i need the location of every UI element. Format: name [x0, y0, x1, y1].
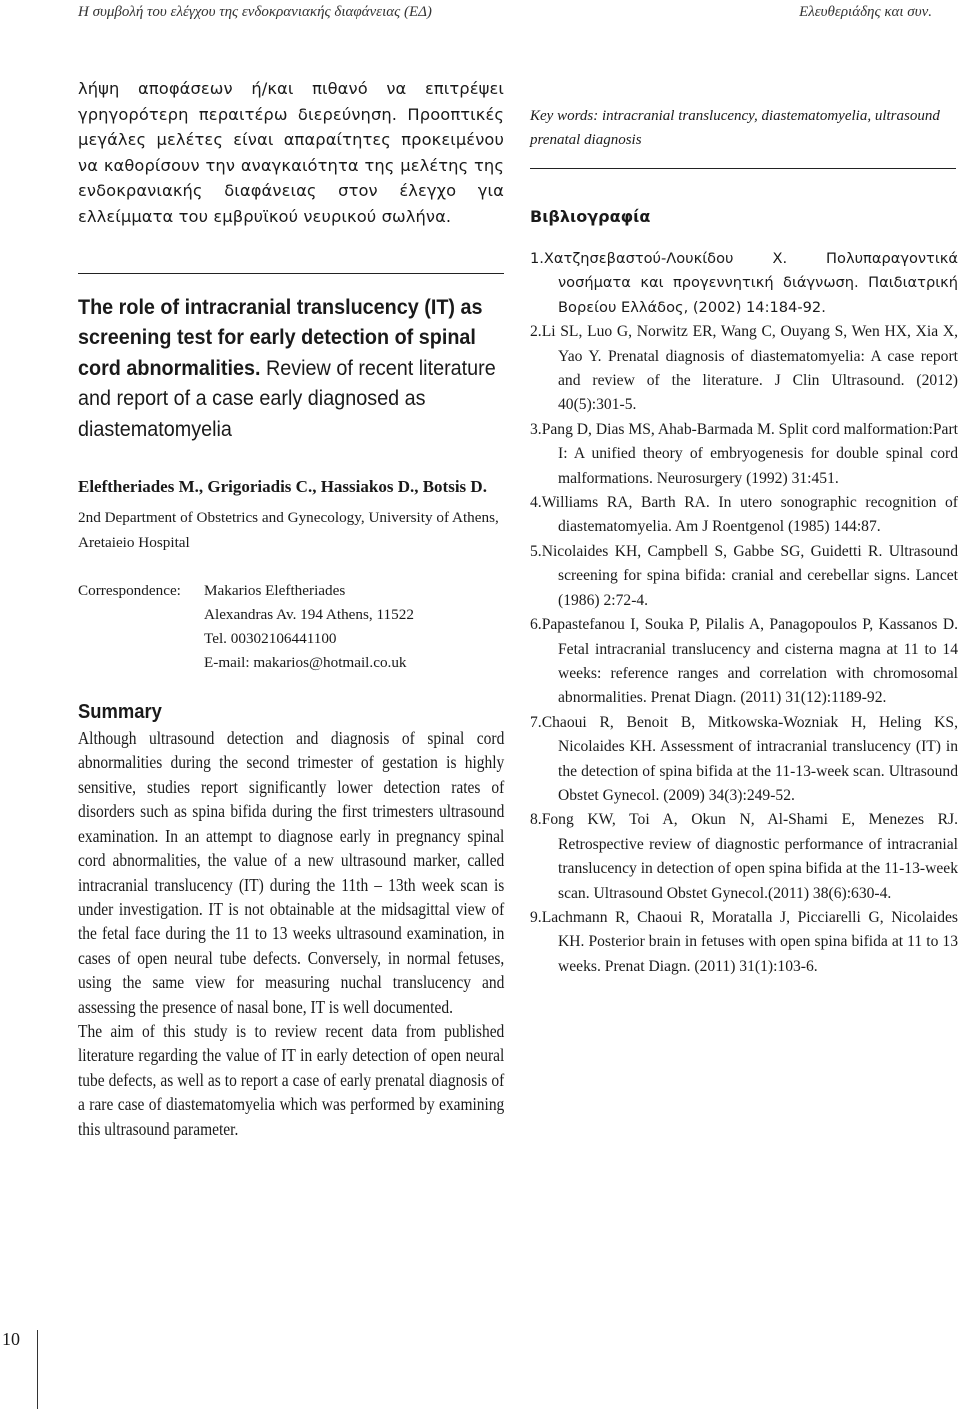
running-header-authors: Ελευθεριάδης και συν.	[799, 4, 932, 20]
correspondence-block	[78, 579, 504, 675]
page-number-divider	[37, 1330, 38, 1409]
running-header-title: Η συμβολή του ελέγχου της ενδοκρανιακής διαφάνειας (ΕΔ)	[78, 4, 432, 20]
english-title-bold: The role of intracranial translucency (IT) as screening test for early detection of spinal cord abnormalities.	[78, 294, 483, 380]
correspondence-address: Alexandras Av. 194 Athens, 11522	[204, 606, 414, 624]
summary-heading: Summary	[78, 701, 162, 724]
running-header	[78, 4, 932, 24]
summary-paragraph: Although ultrasound detection and diagnosis of spinal cord abnormalities during the second trimester of gestation is highly sensitive, studies report significantly lower detection rates of disorders such as spina bifida during the first trimesters ultrasound examination. In an attempt to diagnose early in pregnancy spinal cord abnormalities, the value of a new ultrasound marker, called intracranial translucency (IT) during the 11th – 13th week scan is under investigation. IT is not obtainable at the midsagittal view of the fetal face during the 11 to 13 weeks ultrasound examination, in cases of open neural tube defects. Conversely, in normal fetuses, using the same view for measuring nuchal translucency and assessing the presence of nasal bone, IT is well documented.	[78, 728, 505, 1017]
keywords: Key words: intracranial translucency, diastematomyelia, ultrasound prenatal diagnosis	[530, 108, 940, 148]
reference-list	[530, 247, 958, 979]
reference-item: 4.Williams RA, Barth RA. In utero sonographic recognition of diastematomyelia. Am J Roentgenol (1985) 144:87.	[530, 494, 958, 536]
page-number: 10	[2, 1329, 20, 1349]
reference-item: 2.Li SL, Luo G, Norwitz ER, Wang C, Ouyang S, Wen HX, Xia X, Yao Y. Prenatal diagnosis of diastematomyelia: A case report and review of the literature. J Clin Ultrasound. (2012) 40(5):301-5.	[530, 323, 958, 414]
reference-item: 8.Fong KW, Toi A, Okun N, Al-Shami E, Menezes RJ. Retrospective review of diagnostic performance of intracranial translucency in detection of open spina bifida at the 11-13-week scan. Ultrasound Obstet Gynecol.(2011) 38(6):630-4.	[530, 811, 958, 902]
reference-item: 9.Lachmann R, Chaoui R, Moratalla J, Picciarelli G, Nicolaides KH. Posterior brain in fetuses with open spina bifida at 11 to 13 weeks. Prenat Diagn. (2011) 31(1):103-6.	[530, 908, 958, 975]
right-column	[530, 104, 958, 979]
reference-item: 5.Nicolaides KH, Campbell S, Gabbe SG, Guidetti R. Ultrasound screening for spina bifida: cranial and cerebellar signs. Lancet (1986) 2:72-4.	[530, 542, 958, 609]
keywords-divider	[530, 168, 956, 169]
bibliography-heading: Βιβλιογραφία	[530, 207, 651, 226]
summary-paragraph-2: The aim of this study is to review recent data from published literature regarding the value of IT in early detection of open neural tube defects, as well as to report a case of early prenatal diagnosis of a rare case of diastematomyelia which was performed by examining this ultrasound parameter.	[78, 1020, 505, 1139]
english-title-rest: Review of recent literature and report of a case early diagnosed as diastematomyelia	[78, 355, 496, 441]
left-column	[78, 76, 504, 1141]
reference-item: 7.Chaoui R, Benoit B, Mitkowska-Wozniak H, Heling KS, Nicolaides KH. Assessment of intracranial translucency (IT) in the detection of spina bifida at the 11-13-week scan. Ultrasound Obstet Gynecol. (2009) 34(3):249-52.	[530, 713, 958, 804]
greek-conclusion-paragraph: λήψη αποφάσεων ή/και πιθανό να επιτρέψει γρηγορότερη περαιτέρω διερεύνηση. Προοπτικές μεγάλες μελέτες είναι απαραίτητες προκειμένου να καθορίσουν την αναγκαιότητα της μελέτης της ενδοκρανιακής διαφάνειας στον έλεγχο για ελλείμματα του εμβρυϊκού νευρικού σωλήνα.	[78, 79, 504, 226]
reference-item: 6.Papastefanou I, Souka P, Pilalis A, Panagopoulos P, Kassanos D. Fetal intracranial translucency and cisterna magna at 11 to 14 weeks: reference ranges and correlation with chromosomal abnormalities. Prenat Diagn. (2011) 31(12):1189-92.	[530, 616, 958, 707]
reference-item: 1.Χατζησεβαστού-Λουκίδου Χ. Πολυπαραγοντικά νοσήματα και προγεννητική διάγνωση. Παιδιατρική Βορείου Ελλάδος, (2002) 14:184-92.	[530, 250, 958, 316]
correspondence-tel: Tel. 00302106441100	[204, 630, 337, 648]
section-divider	[78, 273, 504, 274]
author-list: Eleftheriades M., Grigoriadis C., Hassiakos D., Botsis D.	[78, 477, 487, 497]
affiliation: 2nd Department of Obstetrics and Gynecology, University of Athens, Aretaieio Hospital	[78, 509, 499, 552]
correspondence-email[interactable]: E-mail: makarios@hotmail.co.uk	[204, 654, 407, 672]
reference-item: 3.Pang D, Dias MS, Ahab-Barmada M. Split cord malformation:Part I: A unified theory of embryogenesis for double spinal cord malformations. Neurosurgery (1992) 31:451.	[530, 420, 958, 487]
correspondence-label: Correspondence:	[78, 582, 181, 600]
correspondence-name: Makarios Eleftheriades	[204, 582, 346, 600]
english-article-title	[78, 292, 504, 445]
